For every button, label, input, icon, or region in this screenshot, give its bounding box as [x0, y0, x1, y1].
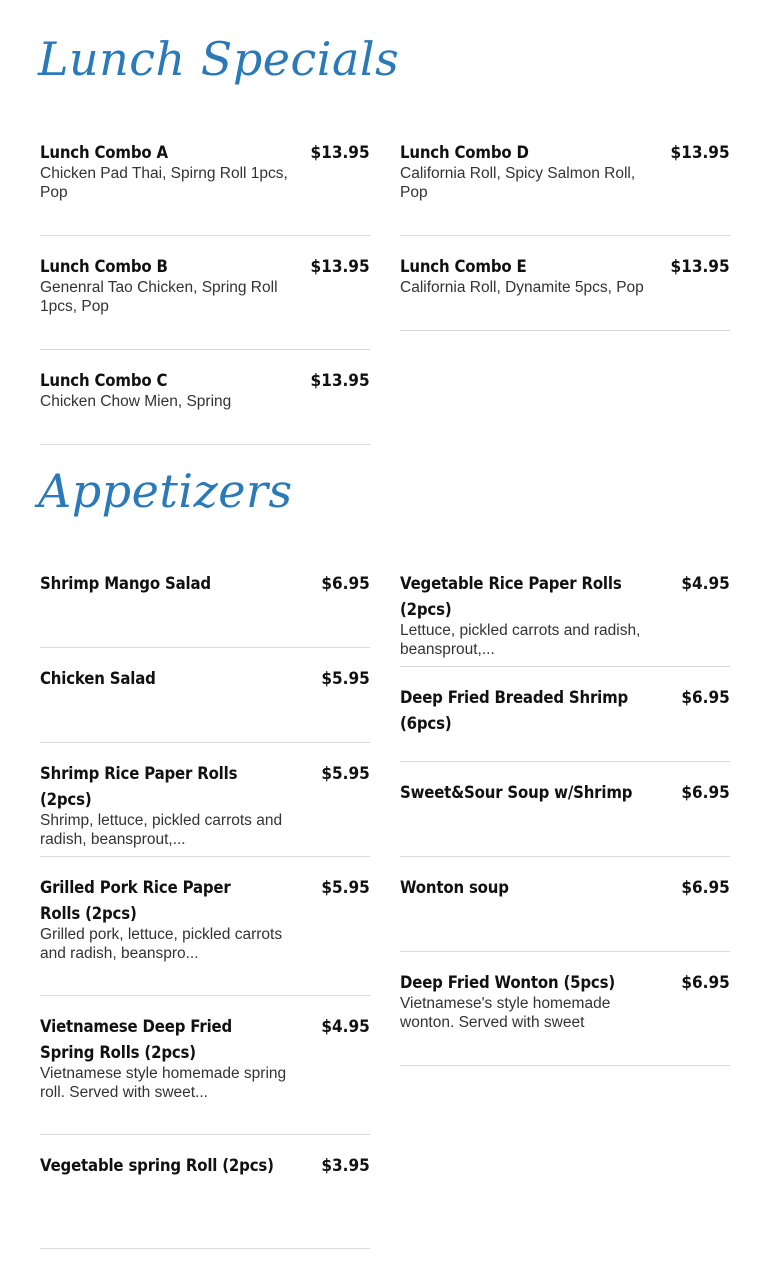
menu-item[interactable] — [40, 761, 370, 857]
item-price: $5.95 — [321, 764, 370, 784]
item-name: Chicken Salad — [40, 669, 156, 689]
item-description: Vietnamese style homemade spring roll. Served with sweet... — [40, 1065, 287, 1101]
item-description: Chicken Chow Mien, Spring — [40, 393, 232, 410]
item-name: Vegetable spring Roll (2pcs) — [40, 1156, 274, 1176]
item-name: Vietnamese Deep Fried Spring Rolls (2pcs) — [40, 1017, 233, 1063]
item-price: $13.95 — [670, 257, 730, 277]
menu-item[interactable] — [40, 1014, 370, 1135]
item-price: $5.95 — [321, 878, 370, 898]
item-name: Lunch Combo B — [40, 257, 168, 277]
item-description: California Roll, Spicy Salmon Roll, Pop — [400, 165, 636, 201]
item-price: $6.95 — [681, 973, 730, 993]
item-name: Grilled Pork Rice Paper Rolls (2pcs) — [40, 878, 231, 924]
item-name: Lunch Combo D — [400, 143, 529, 163]
item-name: Wonton soup — [400, 878, 509, 898]
item-price: $4.95 — [681, 574, 730, 594]
item-description: Lettuce, pickled carrots and radish, beansprout,... — [400, 622, 641, 658]
menu-item[interactable] — [40, 666, 370, 743]
appetizers-left-column — [40, 571, 370, 1267]
item-price: $13.95 — [670, 143, 730, 163]
item-price: $5.95 — [321, 669, 370, 689]
lunch-specials-left-column — [40, 140, 370, 463]
menu-item[interactable] — [400, 254, 730, 331]
item-name: Lunch Combo C — [40, 371, 168, 391]
item-price: $6.95 — [321, 574, 370, 594]
item-price: $4.95 — [321, 1017, 370, 1037]
item-description: Vietnamese's style homemade wonton. Served with sweet — [400, 995, 611, 1031]
item-name: Sweet&Sour Soup w/Shrimp — [400, 783, 633, 803]
menu-item[interactable] — [40, 571, 370, 648]
menu-item[interactable] — [400, 571, 730, 667]
menu-item[interactable] — [400, 685, 730, 762]
menu-item[interactable] — [400, 140, 730, 236]
item-description: California Roll, Dynamite 5pcs, Pop — [400, 279, 644, 296]
item-name: Lunch Combo A — [40, 143, 168, 163]
menu-item[interactable] — [40, 140, 370, 236]
item-price: $6.95 — [681, 783, 730, 803]
lunch-specials-heading: Lunch Specials — [38, 32, 400, 86]
item-name: Deep Fried Breaded Shrimp (6pcs) — [400, 688, 629, 734]
item-name: Shrimp Rice Paper Rolls (2pcs) — [40, 764, 238, 810]
item-name: Vegetable Rice Paper Rolls (2pcs) — [400, 574, 622, 620]
item-price: $3.95 — [321, 1156, 370, 1176]
menu-item[interactable] — [400, 970, 730, 1066]
item-price: $13.95 — [310, 143, 370, 163]
item-price: $13.95 — [310, 371, 370, 391]
menu-item[interactable] — [40, 875, 370, 996]
menu-item[interactable] — [40, 254, 370, 350]
item-price: $13.95 — [310, 257, 370, 277]
item-description: Grilled pork, lettuce, pickled carrots and radish, beanspro... — [40, 926, 283, 962]
menu-item[interactable] — [40, 1153, 370, 1249]
menu-item[interactable] — [40, 368, 370, 445]
menu-item[interactable] — [400, 875, 730, 952]
item-name: Deep Fried Wonton (5pcs) — [400, 973, 615, 993]
item-description: Genenral Tao Chicken, Spring Roll 1pcs, Pop — [40, 279, 278, 315]
appetizers-heading: Appetizers — [38, 464, 293, 518]
item-name: Shrimp Mango Salad — [40, 574, 211, 594]
lunch-specials-right-column — [400, 140, 730, 349]
item-description: Shrimp, lettuce, pickled carrots and radish, beansprout,... — [40, 812, 283, 848]
item-price: $6.95 — [681, 688, 730, 708]
appetizers-right-column — [400, 571, 730, 1084]
item-description: Chicken Pad Thai, Spirng Roll 1pcs, Pop — [40, 165, 288, 201]
menu-item[interactable] — [400, 780, 730, 857]
item-price: $6.95 — [681, 878, 730, 898]
item-name: Lunch Combo E — [400, 257, 527, 277]
